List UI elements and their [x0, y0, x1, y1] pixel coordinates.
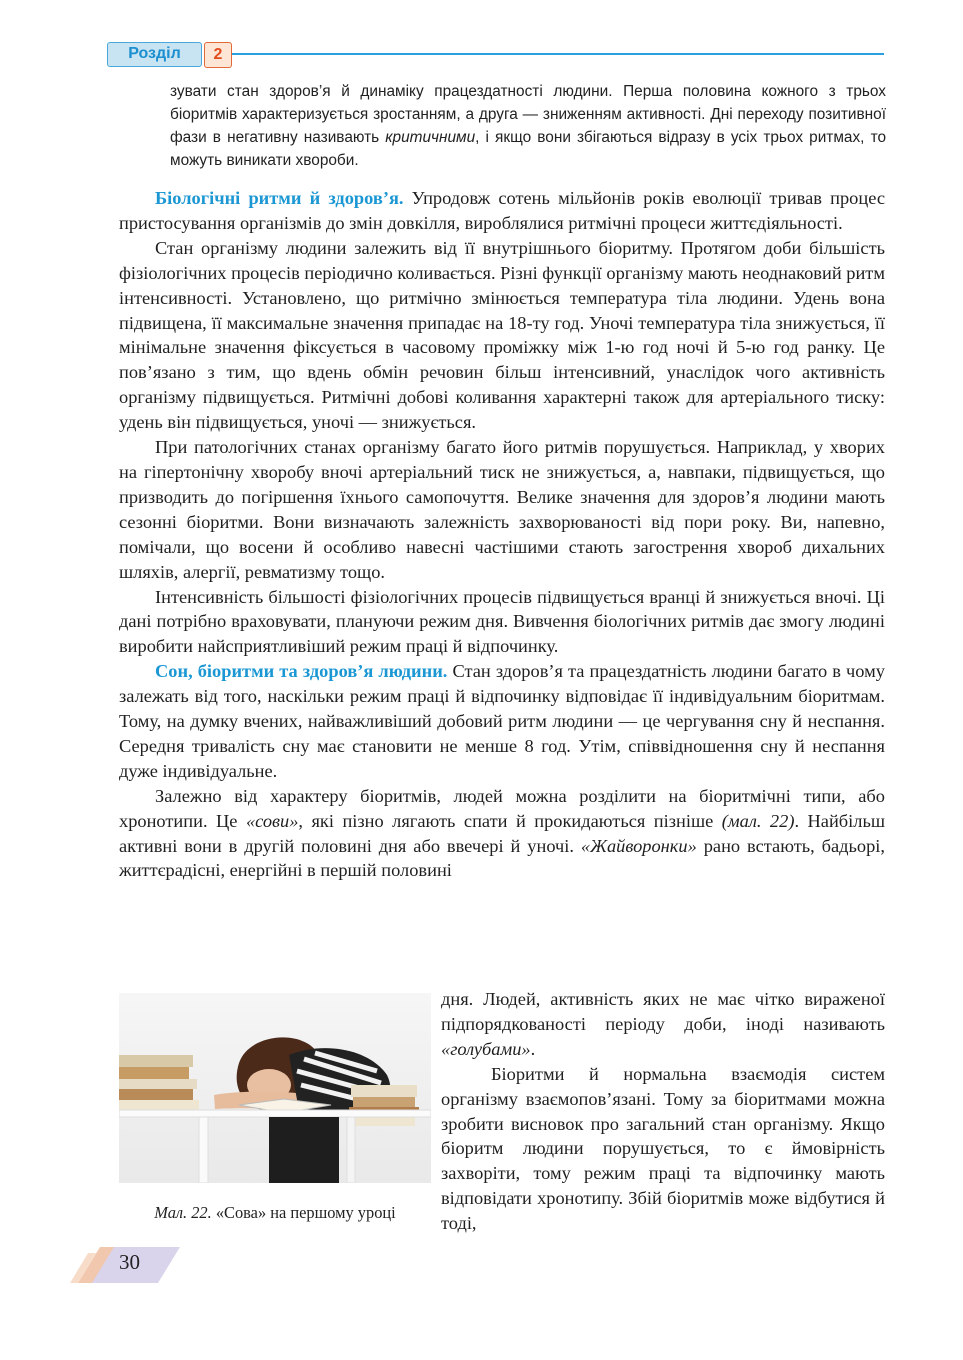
intro-italic-term: критичними [385, 129, 476, 146]
heading-sleep: Сон, біоритми та здоров’я людини. [155, 661, 448, 682]
main-text [119, 186, 885, 883]
section-label: Розділ [128, 45, 181, 62]
intro-block [170, 80, 886, 172]
figure-sleeping-student-photo [119, 993, 431, 1183]
paragraph-text: Стан здоров’я та працездатність людини багато в чому залежать від того, наскільки режим праці й відпочинку відповідає її індивідуальним біоритмам. Тому, на думку вчених, найважливіший добовий ритм людини — це чергування сну й неспання. Середня тривалість сну має становити не менше 8 год. Утім, співвідношення сну й неспання дуже індивідуальне. [119, 661, 885, 781]
figure-reference: (мал. 22) [721, 810, 795, 831]
intro-paragraph [170, 80, 886, 172]
text-span: дня. Людей, активність яких не має чітко вираженої підпорядкованості періоду доби, іноді називають [441, 989, 885, 1034]
caption-text: «Сова» на першому уроці [211, 1203, 396, 1222]
paragraph-bio-2: Стан організму людини залежить від її внутрішнього біоритму. Протягом доби більшість фізіологічних процесів періодично коливається. Різні функції організму мають неоднаковий ритм інтенсивності. Установлено, що ритмічно змінюється температура тіла людини. Удень вона підвищена, її максимальне значення припадає на 18-ту год. Уночі температура тіла знижується, її мінімальне значення фіксується в часовому проміжку між 1-ю год ночі й 5-ю год ранку. Це пов’язано з тим, що вдень обмін речовин більш інтенсивний, унаслідок чого активність організму підвищується. Ритмічні добові коливання характерні також для артеріального тиску: удень він підвищується, уночі — знижується. [119, 237, 885, 433]
heading-bio-rhythms: Біологічні ритми й здоров’я. [155, 188, 404, 208]
paragraph-sleep-2 [119, 784, 885, 884]
paragraph-text: Упродовж сотень мільйонів років еволюції тривав процес пристосування організмів до змін довкілля, вироблялися ритмічні процеси життєдіяльності. [119, 188, 885, 233]
paragraph-sleep-1 [119, 659, 885, 784]
figure-caption [119, 1203, 431, 1223]
paragraph-sleep-3: Біоритми й нормальна взаємодія систем організму взаємопов’язані. Тому за біоритмами можна зробити висновок про загальний стан організму. Якщо біоритм людини порушується, то є ймовірність захворіти, тому режим праці та відпочинку мають відповідати хронотипу. Збій біоритмів може відбутися й тоді, [441, 1063, 885, 1234]
page-number: 30 [119, 1250, 140, 1274]
right-column-text [441, 987, 885, 1236]
section-tab [107, 42, 202, 67]
term-larks: «Жайворонки» [580, 835, 697, 856]
paragraph-bio-1 [119, 186, 885, 236]
text-span: . Найбільш активні вони в другій половині дня або ввечері й уночі. [119, 810, 885, 856]
photo-illustration [119, 993, 431, 1183]
text-span: Залежно від характеру біоритмів, людей можна розділити на біоритмічні типи, або хронотипи. Це [119, 785, 885, 831]
caption-label: Мал. 22. [154, 1203, 212, 1222]
text-span: . [530, 1038, 536, 1059]
text-span: , які пізно лягають спати й прокидаються пізніше [298, 810, 722, 831]
term-owls: «сови» [245, 810, 299, 831]
text-span: рано встають, бадьорі, життєрадісні, енергійні в першій половині [119, 835, 886, 881]
section-number: 2 [204, 42, 232, 68]
intro-text-2: , і якщо вони збігаються відразу в усіх трьох ритмах, то можуть виникати хвороби. [170, 129, 887, 169]
term-doves: «голубами» [441, 1038, 531, 1059]
paragraph-bio-4: Інтенсивність більшості фізіологічних процесів підвищується вранці й знижується вночі. Ці дані потрібно враховувати, плануючи режим дня. Вивчення біологічних ритмів дає змогу людині виробити найсприятливіший режим праці й відпочинку. [119, 586, 885, 657]
paragraph-sleep-2-continued [441, 987, 885, 1062]
header-rule [232, 53, 884, 55]
paragraph-bio-3: При патологічних станах організму багато його ритмів порушується. Наприклад, у хворих на гіпертонічну хворобу вночі артеріальний тиск не знижується, а, навпаки, підвищується, що призводить до погіршення їхнього самопочуття. Велике значення для здоров’я людини мають сезонні біоритми. Вони визначають залежність захворюваності від пори року. Ви, напевно, помічали, що восени й особливо навесні частішими стають загострення хвороб дихальних шляхів, алергії, ревматизму тощо. [119, 437, 885, 582]
intro-text-1: зувати стан здоров’я й динаміку працездатності людини. Перша половина кожного з трьох біоритмів характеризується зростанням, а друга — зниженням активності. Дні переходу позитивної фази в негативну називають [170, 83, 886, 146]
